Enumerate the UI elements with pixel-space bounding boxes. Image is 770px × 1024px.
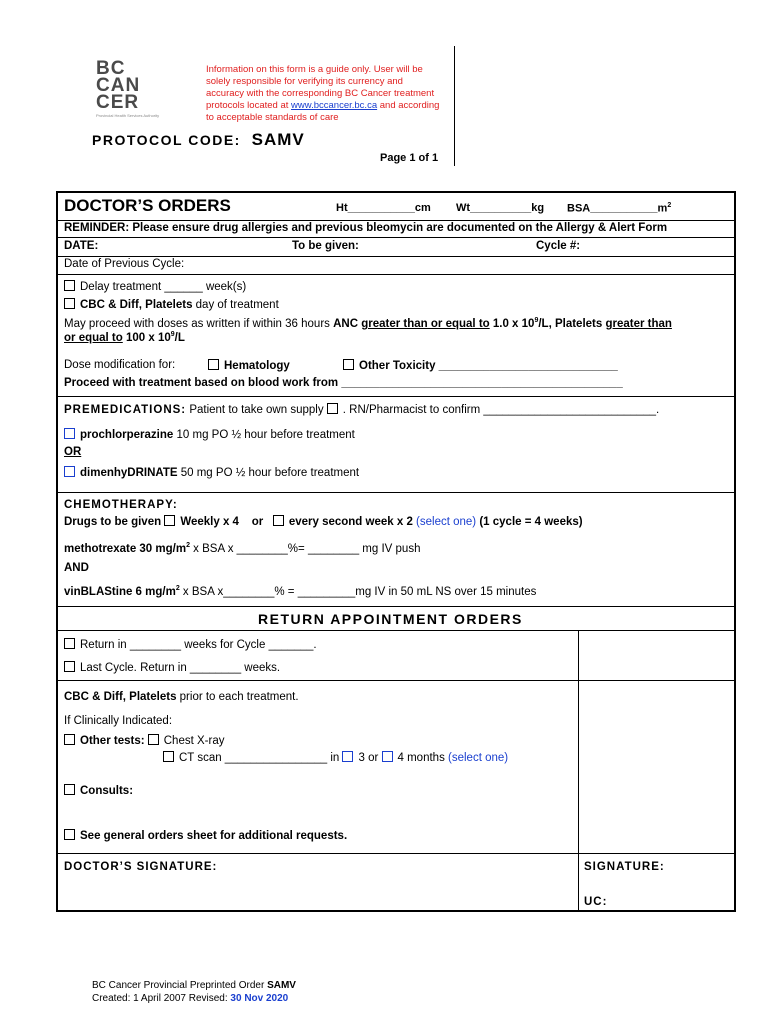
ct-scan-option[interactable]: CT scan ________________ in 3 or 4 months (select one) [163,751,508,764]
doctors-signature[interactable]: DOCTOR’S SIGNATURE: [64,861,218,873]
column-divider [578,630,579,880]
ct-scan-checkbox[interactable] [163,751,174,762]
prochlorperazine-option[interactable]: prochlorperazine 10 mg PO ½ hour before treatment [64,428,355,441]
proceed-blood-work[interactable]: Proceed with treatment based on blood work from ____________________________________________ [64,377,623,389]
delay-treatment-option[interactable]: Delay treatment ______ week(s) [64,280,246,293]
checkbox[interactable] [64,829,75,840]
divider [58,680,578,681]
drugs-given-row: Drugs to be given Weekly x 4 or every second week x 2 (select one) (1 cycle = 4 weeks) [64,516,583,528]
protocol-code: PROTOCOL CODE: SAMV [92,130,305,149]
logo-line3: CER [96,92,140,113]
divider [58,237,734,238]
chest-xray-checkbox[interactable] [148,734,159,745]
date-field[interactable]: DATE: [64,240,99,252]
bsa-field[interactable]: $BSA\_\_\_\_\_\_\_\_\_\_\_m^2$ [567,202,672,215]
divider [58,492,734,493]
header-divider [454,46,455,166]
divider [58,220,734,221]
footer-dates: Created: 1 April 2007 Revised: 30 Nov 2020 [92,993,289,1004]
checkbox[interactable] [64,784,75,795]
checkbox[interactable] [64,638,75,649]
divider [58,630,734,631]
weekly-checkbox[interactable] [164,515,175,526]
previous-cycle-date[interactable]: Date of Previous Cycle: [64,258,185,270]
checkbox[interactable] [64,280,75,291]
checkbox[interactable] [64,466,75,477]
bccancer-link[interactable]: www.bccancer.bc.ca [291,100,378,111]
protocol-code-value: SAMV [251,130,305,149]
three-months-checkbox[interactable] [342,751,353,762]
divider [58,396,734,397]
checkbox[interactable] [208,359,219,370]
divider [58,853,734,854]
own-supply-checkbox[interactable] [327,403,338,414]
logo-tagline: Provincial Health Services Authority [96,113,160,118]
checkbox[interactable] [64,428,75,439]
consults-option[interactable]: Consults: [64,784,133,797]
methotrexate-dose[interactable]: methotrexate 30 $mg/m^2$ x BSA x ________%= ________ mg IV push [64,542,421,555]
other-toxicity-option[interactable]: Other Toxicity ____________________________ [343,359,618,372]
logo-line1: BC [96,58,126,79]
uc-field[interactable]: UC: [584,896,608,908]
cycle-number-field[interactable]: Cycle #: [536,240,581,252]
column-divider [578,853,579,911]
footer-order: BC Cancer Provincial Preprinted Order SAMV [92,980,296,991]
bc-cancer-logo [96,60,196,118]
return-in-option[interactable]: Return in ________ weeks for Cycle _______. [64,638,317,651]
divider [58,256,734,257]
return-appointment-title: RETURN APPOINTMENT ORDERS [258,611,523,627]
dose-modification-label: Dose modification for: [64,359,176,371]
checkbox[interactable] [343,359,354,370]
checkbox[interactable] [64,734,75,745]
reminder: REMINDER: Please ensure drug allergies and previous bleomycin are documented on the Allergy & Alert Form [64,222,668,234]
divider [58,606,734,607]
logo-line2: CAN [96,75,141,96]
last-cycle-option[interactable]: Last Cycle. Return in ________ weeks. [64,661,280,674]
other-tests-option[interactable]: Other tests: Chest X-ray [64,734,224,747]
divider [579,680,734,681]
every-second-week-checkbox[interactable] [273,515,284,526]
if-clinically-indicated: If Clinically Indicated: [64,715,173,727]
signature-field[interactable]: SIGNATURE: [584,861,665,873]
height-field[interactable]: Ht___________cm [336,202,431,214]
see-general-orders-option[interactable]: See general orders sheet for additional requests. [64,829,347,842]
weight-field[interactable]: Wt__________kg [456,202,545,214]
and-label: AND [64,562,89,574]
disclaimer: Information on this form is a guide only. User will be solely responsible for verifying its currency and accuracy with the corresponding BC Cancer treatment protocols located at www.bccancer.bc.ca and according to acceptable standards of care [206,64,440,123]
proceed-criteria: May proceed with doses as written if within 36 hours ANC greater than or equal to 1.0 x $10^9/L$, Platelets greater than [64,317,672,330]
four-months-checkbox[interactable] [382,751,393,762]
chemotherapy-heading: CHEMOTHERAPY: [64,499,178,511]
doctors-orders-title: DOCTOR’S ORDERS [64,196,231,215]
page-number: Page 1 of 1 [380,152,439,164]
vinblastine-dose[interactable]: vinBLAStine 6 $mg/m^2$ x BSA x________% = _________mg IV in 50 mL NS over 15 minutes [64,585,537,598]
dimenhydrinate-option[interactable]: dimenhyDRINATE 50 mg PO ½ hour before treatment [64,466,359,479]
cbc-option[interactable]: CBC & Diff, Platelets day of treatment [64,298,279,311]
hematology-option[interactable]: Hematology [208,359,290,372]
premedications-row: PREMEDICATIONS: Patient to take own supply . RN/Pharmacist to confirm ___________________________. [64,404,660,416]
checkbox[interactable] [64,298,75,309]
to-be-given-field[interactable]: To be given: [292,240,359,252]
proceed-criteria-cont: or equal to 100 x $10^9/L$ [64,331,185,344]
divider [58,274,734,275]
cbc-prior-each: CBC & Diff, Platelets prior to each treatment. [64,691,299,703]
checkbox[interactable] [64,661,75,672]
or-label: OR [64,446,82,458]
